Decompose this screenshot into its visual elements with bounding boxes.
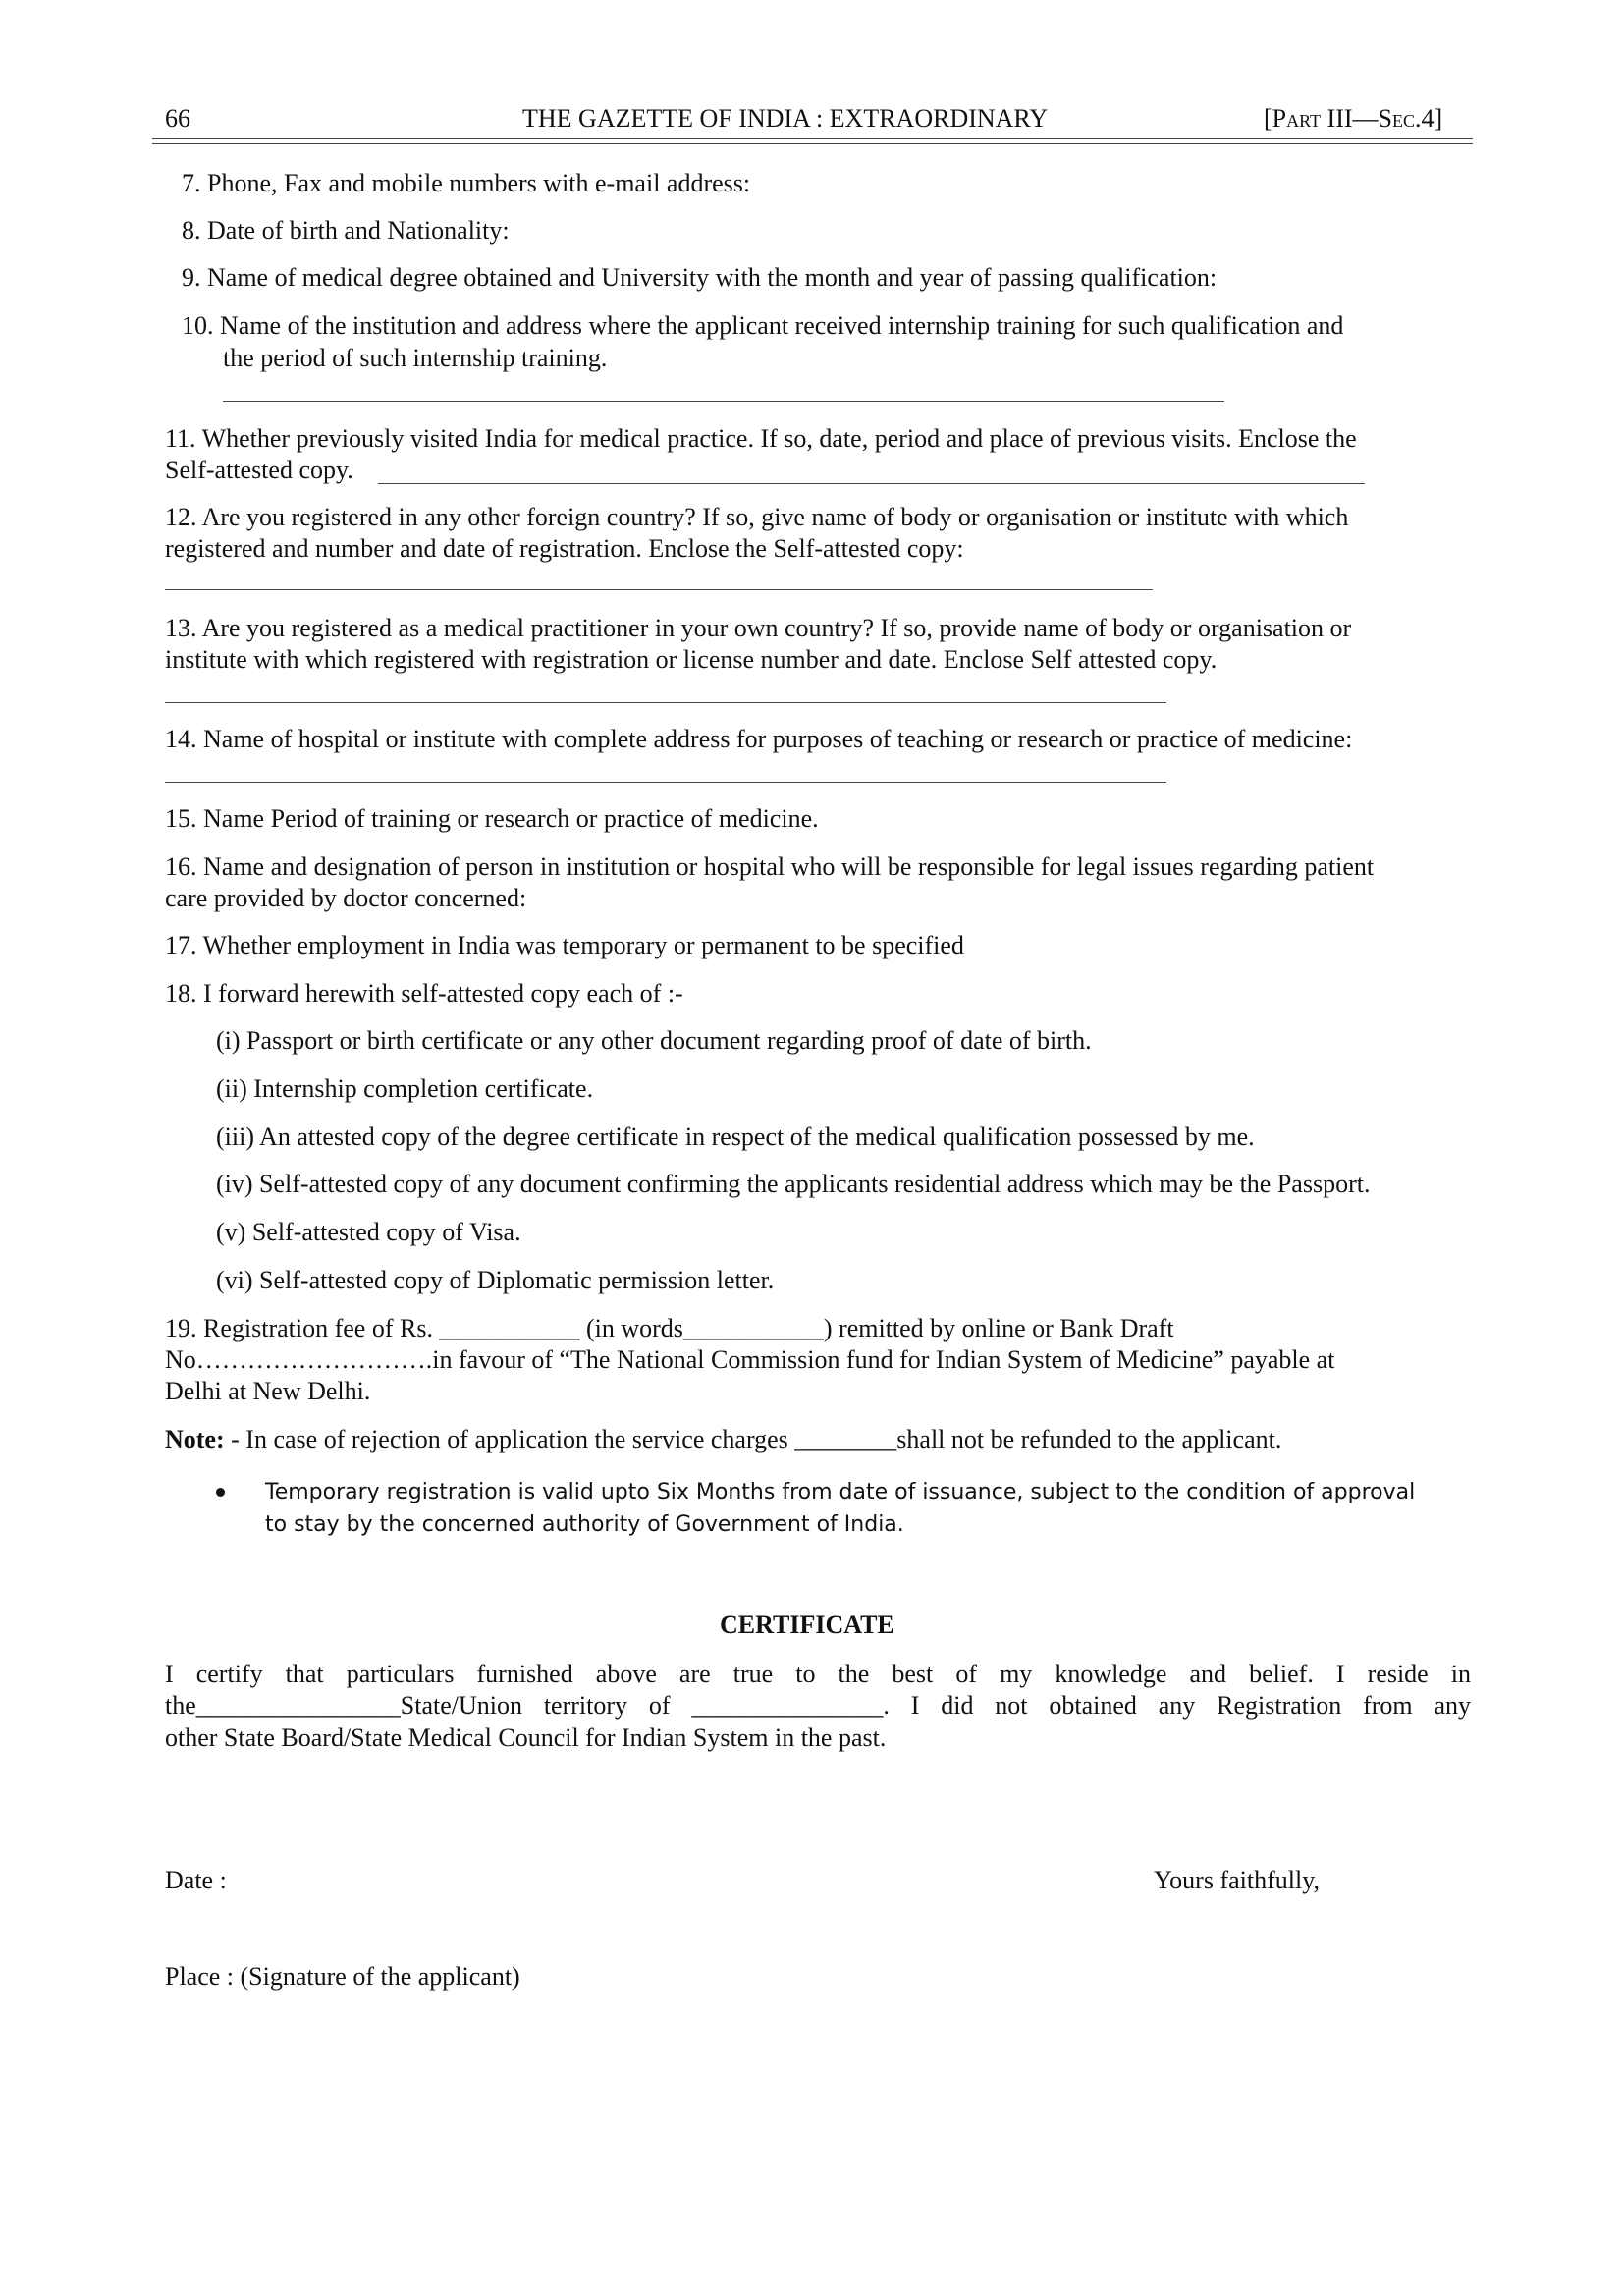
item-14: 14. Name of hospital or institute with complete address for purposes of teaching or research or practice of medicine: [165,725,1353,753]
note-text: - In case of rejection of application the service charges ________shall not be refunded to the applicant. [224,1425,1282,1453]
item-18-sub-vi: (vi) Self-attested copy of Diplomatic permission letter. [216,1266,775,1294]
item-18-sub-iii: (iii) An attested copy of the degree certificate in respect of the medical qualification possessed by me. [216,1122,1255,1151]
yours-faithfully: Yours faithfully, [1154,1866,1321,1894]
item-18-sub-v: (v) Self-attested copy of Visa. [216,1218,521,1246]
item-9: 9. Name of medical degree obtained and University with the month and year of passing qualification: [182,263,1218,292]
header-rule-bottom [152,143,1473,144]
place-signature-label: Place : (Signature of the applicant) [165,1962,520,1991]
item-11-line2: Self-attested copy. [165,456,353,484]
item-16-line2: care provided by doctor concerned: [165,884,527,912]
certificate-line1: I certify that particulars furnished above are true to the best of my knowledge and belief. I reside in [165,1660,1471,1688]
item-12-line1: 12. Are you registered in any other foreign country? If so, give name of body or organisation or institute with which [165,503,1349,531]
item-17: 17. Whether employment in India was temporary or permanent to be specified [165,931,964,959]
bullet-icon [216,1488,225,1497]
certificate-line2: the________________State/Union territory of _______________. I did not obtained any Registration from any [165,1691,1471,1720]
header-rule-top [152,138,1473,139]
item-12-line2: registered and number and date of registration. Enclose the Self-attested copy: [165,534,964,563]
item-18-sub-iv: (iv) Self-attested copy of any document confirming the applicants residential address which may be the Passport. [216,1170,1371,1198]
date-label: Date : [165,1866,227,1894]
item-13-line1: 13. Are you registered as a medical practitioner in your own country? If so, provide name of body or organisation or [165,614,1352,642]
item-13-line2: institute with which registered with registration or license number and date. Enclose Self attested copy. [165,645,1218,674]
item-15: 15. Name Period of training or research or practice of medicine. [165,804,819,833]
item-10-line2: the period of such internship training. [223,344,608,372]
page-number: 66 [165,104,190,133]
item-11-answer-line [378,483,1365,484]
note-label: Note: [165,1425,225,1453]
item-12-answer-line [165,589,1153,590]
note-bullet-line2: to stay by the concerned authority of Government of India. [265,1512,904,1537]
item-16-line1: 16. Name and designation of person in institution or hospital who will be responsible for legal issues regarding patient [165,852,1375,881]
item-19-line3: Delhi at New Delhi. [165,1377,371,1405]
item-18-sub-i: (i) Passport or birth certificate or any other document regarding proof of date of birth. [216,1026,1092,1055]
item-10-line1: 10. Name of the institution and address where the applicant received internship training for such qualification and [182,311,1344,340]
note [165,1423,1281,1455]
item-19-line1: 19. Registration fee of Rs. ___________ (in words___________) remitted by online or Bank Draft [165,1314,1174,1342]
item-13-answer-line [165,702,1166,703]
gazette-title: THE GAZETTE OF INDIA : EXTRAORDINARY [522,104,1049,133]
certificate-heading: CERTIFICATE [720,1611,894,1639]
item-8: 8. Date of birth and Nationality: [182,216,510,245]
item-11-line1: 11. Whether previously visited India for medical practice. If so, date, period and place of previous visits. Enclose the [165,424,1357,453]
item-10-answer-line [223,401,1224,402]
item-14-answer-line [165,782,1166,783]
note-bullet-line1: Temporary registration is valid upto Six Months from date of issuance, subject to the condition of approval [265,1480,1416,1504]
certificate-line3: other State Board/State Medical Council for Indian System in the past. [165,1723,887,1752]
item-19-line2: No……………………….in favour of “The National Commission fund for Indian System of Medicine” payable at [165,1345,1335,1374]
item-7: 7. Phone, Fax and mobile numbers with e-mail address: [182,169,751,197]
section-reference: [Part III—Sec.4] [1264,104,1443,133]
item-18-sub-ii: (ii) Internship completion certificate. [216,1074,594,1103]
item-18: 18. I forward herewith self-attested copy each of :- [165,979,683,1008]
